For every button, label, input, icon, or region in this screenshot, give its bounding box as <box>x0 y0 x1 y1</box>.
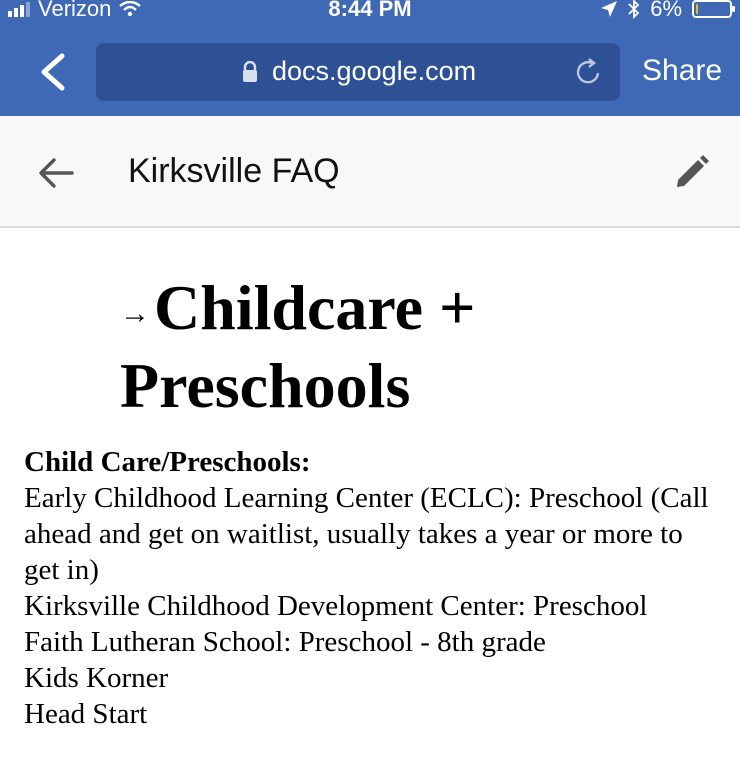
heading-text: Childcare + Preschools <box>120 272 476 422</box>
pencil-icon[interactable] <box>672 152 712 192</box>
document-body <box>24 444 724 732</box>
url-text: docs.google.com <box>272 56 477 86</box>
chevron-left-icon[interactable] <box>36 52 70 92</box>
doc-title: Kirksville FAQ <box>128 152 340 190</box>
heading-arrow: → <box>120 297 150 331</box>
lock-icon <box>242 61 258 83</box>
share-button[interactable]: Share <box>642 54 723 87</box>
carrier-name: Verizon <box>38 0 112 21</box>
battery-level <box>696 4 698 14</box>
list-item: Kirksville Childhood Development Center: Preschool <box>24 590 648 622</box>
reload-icon[interactable] <box>574 57 604 87</box>
document-heading <box>120 272 720 422</box>
bluetooth-icon <box>628 0 640 19</box>
status-right <box>600 0 732 22</box>
battery-percent: 6% <box>650 0 682 21</box>
url-bar[interactable] <box>96 43 620 101</box>
list-item: Head Start <box>24 698 148 730</box>
status-time: 8:44 PM <box>328 0 412 21</box>
battery-icon <box>692 0 732 18</box>
browser-top-bar <box>0 0 740 116</box>
location-arrow-icon <box>600 0 618 18</box>
section-label: Child Care/Preschools: <box>24 446 311 478</box>
list-item: Kids Korner <box>24 662 169 694</box>
arrow-left-icon[interactable] <box>36 156 76 190</box>
list-item: Early Childhood Learning Center (ECLC): Preschool (Call ahead and get on waitlist, usually takes a year or more to get in) <box>24 482 709 586</box>
status-bar <box>0 0 740 26</box>
list-item: Faith Lutheran School: Preschool - 8th grade <box>24 626 546 658</box>
doc-header <box>0 116 740 228</box>
